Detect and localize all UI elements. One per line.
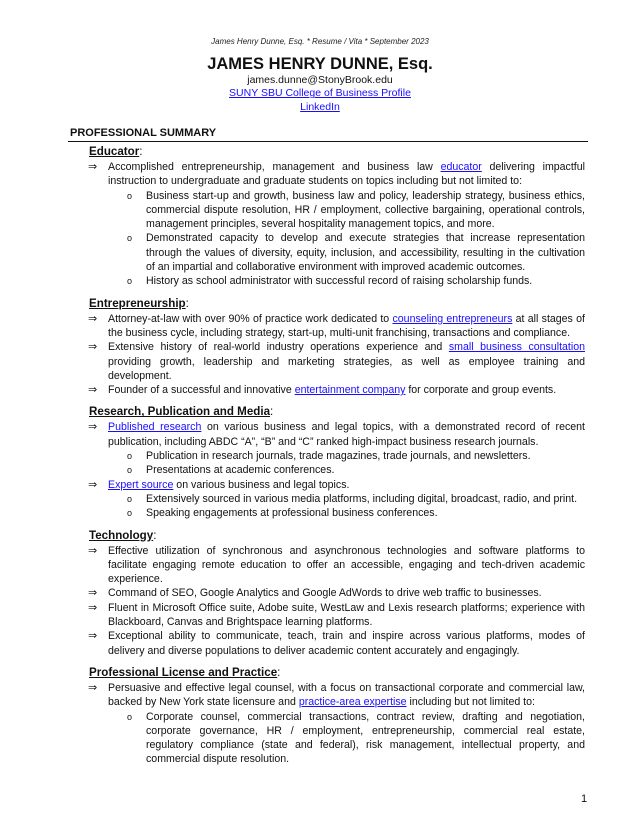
arrow-bullet-icon: ⇒: [88, 421, 98, 434]
circle-bullet-icon: o: [127, 493, 133, 504]
subsection-heading: [89, 296, 585, 312]
inline-link[interactable]: Published research: [108, 421, 202, 434]
sub-bullet-item: [88, 274, 585, 288]
bullet-text: Exceptional ability to communicate, teach, train and inspire across various platforms, modes of delivery and diverse populations to deliver academic content accurately and engagingly.: [108, 630, 585, 657]
subsection-heading: [89, 144, 585, 160]
contact-block: [0, 74, 640, 114]
running-header: James Henry Dunne, Esq. * Resume / Vita * September 2023: [211, 37, 429, 46]
circle-bullet-icon: o: [127, 711, 133, 722]
sub-bullet-item: [88, 506, 585, 520]
profile-link[interactable]: SUNY SBU College of Business Profile: [229, 87, 411, 100]
sub-bullet-text: Business start-up and growth, business law and policy, leadership strategy, business ethics, commercial dispute resolution, HR / employment, collective bargaining, operational controls, management principles, several hospitality management topics, and more.: [146, 189, 585, 231]
sub-bullet-item: [88, 449, 585, 463]
inline-link[interactable]: small business consultation: [448, 341, 585, 354]
section-title-professional-summary: PROFESSIONAL SUMMARY: [70, 127, 217, 139]
sub-bullet-text: Publication in research journals, trade magazines, trade journals, and newsletters.: [146, 450, 531, 463]
bullet-text: Extensive history of real-world industry operations experience and: [108, 341, 449, 354]
arrow-bullet-icon: ⇒: [88, 312, 98, 325]
bullet-text: providing growth, leadership and marketing strategies, as well as employee training and development.: [108, 355, 585, 382]
summary-section: [88, 528, 585, 658]
circle-bullet-icon: o: [127, 508, 133, 519]
heading-colon: :: [139, 145, 143, 158]
bullet-text: Attorney-at-law with over 90% of practice work dedicated to: [108, 312, 393, 325]
summary-section: [88, 144, 585, 289]
subsection-heading: [89, 404, 585, 420]
bullet-item: [88, 160, 585, 189]
arrow-bullet-icon: ⇒: [88, 478, 98, 491]
sub-bullet-item: [88, 492, 585, 506]
subsection-heading: [89, 528, 585, 544]
summary-content: [88, 144, 585, 774]
subsection-heading: [89, 665, 585, 681]
bullet-text: Founder of a successful and innovative: [108, 384, 295, 397]
arrow-bullet-icon: ⇒: [88, 630, 98, 643]
summary-section: [88, 665, 585, 767]
bullet-text: Persuasive and effective legal counsel, with a focus on transactional corporate and commercial law, backed by New York state licensure and: [108, 681, 585, 709]
arrow-bullet-icon: ⇒: [88, 161, 98, 173]
sub-bullet-item: [88, 189, 585, 232]
subsection-title: Technology: [89, 528, 154, 542]
heading-colon: :: [185, 296, 189, 310]
bullet-text: Effective utilization of synchronous and asynchronous technologies and software platforms to facilitate engaging remote education to offer an accessible, engaging and tech-driven academic experience.: [108, 544, 585, 586]
circle-bullet-icon: o: [127, 465, 133, 476]
bullet-item: [88, 544, 585, 587]
bullet-item: [88, 586, 585, 600]
bullet-item: [88, 478, 585, 492]
heading-colon: :: [277, 665, 281, 679]
circle-bullet-icon: o: [127, 233, 133, 244]
arrow-bullet-icon: ⇒: [88, 544, 98, 557]
circle-bullet-icon: o: [127, 276, 133, 287]
bullet-text: on various business and legal topics.: [173, 478, 350, 491]
bullet-item: [88, 383, 585, 397]
email: james.dunne@StonyBrook.edu: [247, 74, 393, 86]
bullet-item: [88, 340, 585, 383]
subsection-title: Research, Publication and Media: [89, 405, 271, 419]
subsection-title: Entrepreneurship: [89, 296, 186, 310]
arrow-bullet-icon: ⇒: [88, 341, 98, 354]
arrow-bullet-icon: ⇒: [88, 587, 98, 600]
bullet-text: for corporate and group events.: [405, 384, 557, 397]
bullet-item: [88, 681, 585, 710]
arrow-bullet-icon: ⇒: [88, 384, 98, 397]
inline-link[interactable]: counseling entrepreneurs: [392, 312, 513, 325]
heading-colon: :: [153, 528, 157, 542]
sub-bullet-text: Corporate counsel, commercial transactions, contract review, drafting and negotiation, corporate governance, HR / employment, entrepreneurship, commercial real estate, regulatory compliance (state and federal), risk management, intellectual property, and commercial dispute resolution.: [146, 710, 585, 766]
arrow-bullet-icon: ⇒: [88, 681, 98, 694]
heading-colon: :: [270, 405, 274, 419]
inline-link[interactable]: Expert source: [108, 478, 174, 491]
circle-bullet-icon: o: [127, 451, 133, 462]
page-number: 1: [581, 793, 588, 805]
bullet-item: [88, 601, 585, 630]
bullet-text: Fluent in Microsoft Office suite, Adobe suite, WestLaw and Lexis research platforms; experience with Blackboard, Canvas and Brightspace learning platforms.: [108, 601, 585, 629]
sub-bullet-text: History as school administrator with successful record of raising scholarship funds.: [146, 275, 533, 288]
bullet-text: delivering impactful instruction to undergraduate and graduate students on topics including but not limited to:: [108, 161, 585, 188]
sub-bullet-text: Demonstrated capacity to develop and execute strategies that increase representation through the values of diversity, equity, inclusion, and accessibility, resulting in the cultivation of an impartial and collaborative environment with improved academic outcomes.: [146, 232, 585, 274]
bullet-item: [88, 420, 585, 449]
bullet-text: including but not limited to:: [406, 696, 535, 709]
inline-link[interactable]: entertainment company: [294, 384, 406, 397]
bullet-text: Command of SEO, Google Analytics and Google AdWords to drive web traffic to businesses.: [108, 587, 542, 600]
bullet-text: on various business and legal topics, with a demonstrated record of recent publication, including ABDC “A”, “B” and “C” ranked high-impact business research journals.: [108, 421, 585, 448]
bullet-text: at all stages of the business cycle, including strategy, start-up, multi-unit franchising, transactions and compliance.: [108, 312, 585, 339]
circle-bullet-icon: o: [127, 190, 133, 201]
inline-link[interactable]: educator: [440, 161, 482, 173]
bullet-item: [88, 629, 585, 658]
subsection-title: Professional License and Practice: [89, 665, 278, 679]
arrow-bullet-icon: ⇒: [88, 601, 98, 614]
sub-bullet-text: Extensively sourced in various media platforms, including digital, broadcast, radio, and print.: [146, 492, 578, 505]
inline-link[interactable]: practice-area expertise: [298, 696, 407, 709]
linkedin-link[interactable]: LinkedIn: [300, 100, 340, 113]
sub-bullet-item: [88, 710, 585, 767]
sub-bullet-item: [88, 463, 585, 477]
sub-bullet-text: Presentations at academic conferences.: [146, 464, 335, 477]
summary-section: [88, 404, 585, 520]
bullet-text: Accomplished entrepreneurship, management and business law: [108, 161, 441, 173]
bullet-item: [88, 312, 585, 341]
divider: [68, 141, 588, 142]
candidate-name: JAMES HENRY DUNNE, Esq.: [207, 55, 433, 73]
sub-bullet-item: [88, 231, 585, 274]
subsection-title: Educator: [89, 145, 140, 158]
sub-bullet-text: Speaking engagements at professional business conferences.: [146, 507, 438, 520]
summary-section: [88, 296, 585, 398]
